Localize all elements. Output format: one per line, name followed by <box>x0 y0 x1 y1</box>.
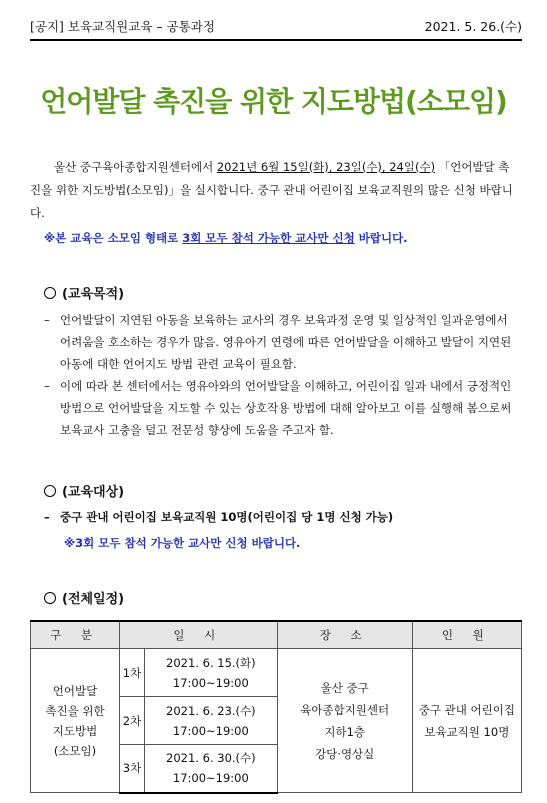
purpose-item-2: 이에 따라 본 센터에서는 영유아와의 언어발달을 이해하고, 어린이집 일과 내에서 긍정적인 방법으로 언어발달을 지도할 수 있는 상호작용 방법에 대해 알아보고 이를 실행해 봄으로써 보육교사 고충을 덜고 전문성 향상에 도움을 주고자 함. <box>60 379 512 437</box>
col-header-category: 구 분 <box>31 621 120 649</box>
col-header-place: 장 소 <box>277 621 412 649</box>
header-notice-label: [공지] 보육교직원교육 – 공통과정 <box>30 19 215 34</box>
circle-bullet-icon <box>44 592 56 604</box>
circle-bullet-icon <box>44 287 56 299</box>
target-note: ※3회 모두 참석 가능한 교사만 신청 바랍니다. <box>64 536 301 550</box>
section-target-heading <box>44 481 124 500</box>
header-date: 2021. 5. 26.(수) <box>424 19 522 34</box>
table-row <box>31 649 522 697</box>
session-time: 17:00~19:00 <box>172 675 249 690</box>
list-item: – 이에 따라 본 센터에서는 영유아와의 언어발달을 이해하고, 어린이집 일과 내에서 긍정적인 방법으로 언어발달을 지도할 수 있는 상호작용 방법에 대해 알아보고 이를 실행해 봄으로써 보육교사 고충을 덜고 전문성 향상에 도움을 주고자 함. <box>44 379 512 437</box>
col-header-people: 인 원 <box>412 621 521 649</box>
intro-paragraph <box>30 156 520 225</box>
purpose-list <box>44 309 522 441</box>
purpose-item-1: 언어발달이 지연된 아동을 보육하는 교사의 경우 보육과정 운영 및 일상적인 일과운영에서 어려움을 호소하는 경우가 많음. 영유아기 연령에 따른 언어발달을 이해하고 발달이 지연된 아동에 대한 언어지도 방법 관련 교육이 필요함. <box>60 313 512 371</box>
schedule-table <box>30 620 522 794</box>
session-date: 2021. 6. 23.(수) <box>166 703 256 718</box>
list-item: – 중구 관내 어린이집 보육교직원 10명(어린이집 당 1명 신청 가능) <box>44 510 394 524</box>
target-item: 중구 관내 어린이집 보육교직원 10명(어린이집 당 1명 신청 가능) <box>60 510 394 524</box>
session-time: 17:00~19:00 <box>172 771 249 786</box>
session-date: 2021. 6. 30.(수) <box>166 751 256 766</box>
session-time: 17:00~19:00 <box>172 723 249 738</box>
cell-session-no: 1차 <box>120 649 145 697</box>
note-text-a: ※본 교육은 소모임 형태로 <box>44 231 183 245</box>
section-schedule-title: (전체일정) <box>62 592 125 607</box>
cell-session-no: 3차 <box>120 745 145 793</box>
target-list <box>44 506 522 554</box>
cell-people: 중구 관내 어린이집 보육교직원 10명 <box>412 649 521 793</box>
cell-session-datetime <box>145 649 278 697</box>
cell-category: 언어발달 촉진을 위한 지도방법 (소모임) <box>31 649 120 793</box>
cell-session-no: 2차 <box>120 697 145 745</box>
section-purpose-heading <box>44 283 124 302</box>
notice-header <box>30 17 522 41</box>
session-date: 2021. 6. 15.(화) <box>166 655 256 670</box>
section-target-title: (교육대상) <box>62 485 125 500</box>
cell-session-datetime <box>145 745 278 793</box>
intro-text-a: 울산 중구육아종합지원센터에서 <box>54 160 217 174</box>
cell-place: 울산 중구 육아종합지원센터 지하1층 강당·영상실 <box>277 649 412 793</box>
note-text-underline: 3회 모두 참석 가능한 교사만 신청 <box>182 231 355 245</box>
section-schedule-heading <box>44 588 124 607</box>
section-purpose-title: (교육목적) <box>62 287 125 302</box>
circle-bullet-icon <box>44 485 56 497</box>
list-item: – 언어발달이 지연된 아동을 보육하는 교사의 경우 보육과정 운영 및 일상적인 일과운영에서 어려움을 호소하는 경우가 많음. 영유아기 연령에 따른 언어발달을 이해하고 발달이 지연된 아동에 대한 언어지도 방법 관련 교육이 필요함. <box>44 313 512 371</box>
col-header-datetime: 일 시 <box>120 621 278 649</box>
note-text-b: 바랍니다. <box>354 231 408 245</box>
attendance-note <box>44 230 408 246</box>
page-title: 언어발달 촉진을 위한 지도방법(소모임) <box>40 85 507 118</box>
cell-session-datetime <box>145 697 278 745</box>
intro-text-b: 「언어발달 촉진을 위한 지도방법(소모임)」을 실시합니다. 중구 관내 어린이집 보육교직원의 많은 신청 바랍니다. <box>30 160 513 220</box>
intro-dates: 2021년 6월 15일(화), 23일(수), 24일(수) <box>216 160 436 174</box>
